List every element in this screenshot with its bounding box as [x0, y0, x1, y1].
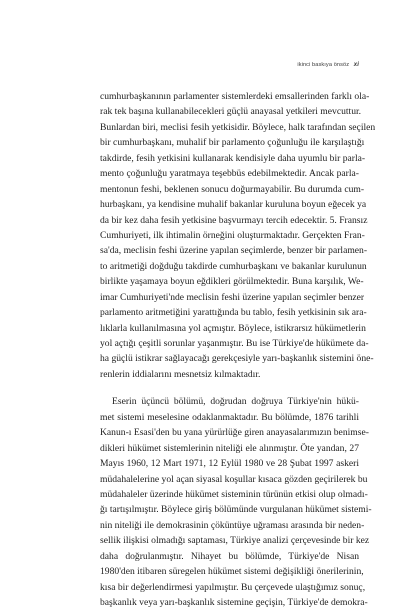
- text-line: dikleri hükümet sistemlerinin niteliği ele alınmıştır. Öte yandan, 27: [100, 442, 359, 454]
- running-head: [297, 62, 359, 68]
- text-line: 1980'den itibaren süregelen hükümet sistemi değişikliği önerilerinin,: [100, 566, 364, 578]
- text-line: lıklarla kullanılmasına yol açmıştır. Böylece, istikrarsız hükümetlerin: [100, 322, 366, 334]
- text-line: nin niteliği ile demokrasinin çöküntüye uğraması arasında bir neden-: [100, 519, 365, 531]
- text-line: kısa bir değerlendirmesi yapılmıştır. Bu çerçevede ulaştığımız sonuç,: [100, 581, 366, 593]
- text-line: mentonun feshi, beklenen sonucu doğurmayabilir. Bu durumda cum-: [100, 183, 365, 195]
- text-line: mento çoğunluğu yaratmaya teşebbüs edebilmektedir. Ancak parla-: [100, 168, 359, 180]
- text-line: bir cumhurbaşkanı, muhalif bir parlamento çoğunluğu ile karşılaştığı: [100, 137, 365, 149]
- text-line: birlikte yaşamaya boyun eğdikleri görülmektedir. Buna karşılık, We-: [100, 276, 364, 288]
- text-line: rak tek başına kullanabilecekleri güçlü anayasal yetkileri mevcuttur.: [100, 106, 362, 118]
- text-line: to aritmetiği doğduğu takdirde cumhurbaşkanı ve bakanlar kurulunun: [100, 260, 367, 272]
- paragraph-gap: [100, 382, 359, 394]
- text-line: Bunlardan biri, meclisi fesih yetkisidir. Böylece, halk tarafından seçilen: [100, 121, 376, 133]
- body-text: [100, 89, 376, 610]
- text-line: daha doğrulanmıştır. Nihayet bu bölümde, Türkiye'de Nisan: [100, 550, 359, 562]
- running-head-label: ikinci baskıya önsöz: [297, 62, 350, 68]
- text-line: met sistemi meselesine odaklanmaktadır. Bu bölümde, 1876 tarihli: [100, 411, 359, 423]
- text-line: Kanun-ı Esasi'den bu yana yürürlüğe giren anayasalarımızın benimse-: [100, 427, 369, 439]
- text-line: parlamento aritmetiğini yarattığında bu tablo, fesih yetkisinin sık ara-: [100, 307, 367, 319]
- text-line: sa'da, meclisin feshi üzerine yapılan seçimlerde, benzer bir parlamen-: [100, 245, 368, 257]
- text-line: Eserin üçüncü bölümü, doğrudan doğruya Türkiye'nin hükü-: [112, 396, 359, 408]
- text-line: ğı tartışılmıştır. Böylece giriş bölümünde vurgulanan hükümet sistemi-: [100, 504, 372, 516]
- text-line: takdirde, fesih yetkisini kullanarak kendisiyle daha uyumlu bir parla-: [100, 152, 366, 164]
- text-line: hurbaşkanı, ya kendisine muhalif bakanlar kuruluna boyun eğecek ya: [100, 199, 367, 211]
- text-line: imar Cumhuriyeti'nde meclisin feshi üzerine yapılan seçimler benzer: [100, 291, 365, 303]
- text-line: müdahalelerine yol açan siyasal koşullar kısaca gözden geçirilerek bu: [100, 473, 368, 485]
- text-line: renlerin iddialarını mesnetsiz kılmaktadır.: [100, 368, 261, 380]
- page-number: xi: [353, 62, 359, 68]
- text-line: yol açtığı çeşitli sorunlar yaşanmıştır. Bu ise Türkiye'de hükümete da-: [100, 338, 369, 349]
- paragraph-2: [100, 394, 372, 610]
- text-line: müdahaleler üzerinde hükümet sisteminin türünün etkisi olup olmadı-: [100, 488, 368, 500]
- text-line: ha güçlü istikrar sağlayacağı gerekçesiyle yarı-başkanlık sistemini öne-: [100, 353, 374, 365]
- text-line: sellik ilişkisi olmadığı saptaması, Türkiye analizi çerçevesinde bir kez: [100, 535, 370, 547]
- text-line: başkanlık veya yarı-başkanlık sistemine geçişin, Türkiye'de demokra-: [100, 597, 368, 608]
- text-line: cumhurbaşkanının parlamenter sistemlerdeki emsallerinden farklı ola-: [100, 91, 370, 102]
- text-line: Cumhuriyeti, ilk ihtimalin örneğini oluşturmaktadır. Gerçekten Fran-: [100, 229, 365, 241]
- text-line: da bir kez daha fesih yetkisine başvurmayı tercih edecektir. 5. Fransız: [100, 214, 368, 226]
- paragraph-1: [100, 89, 376, 382]
- text-line: Mayıs 1960, 12 Mart 1971, 12 Eylül 1980 ve 28 Şubat 1997 askeri: [100, 458, 359, 470]
